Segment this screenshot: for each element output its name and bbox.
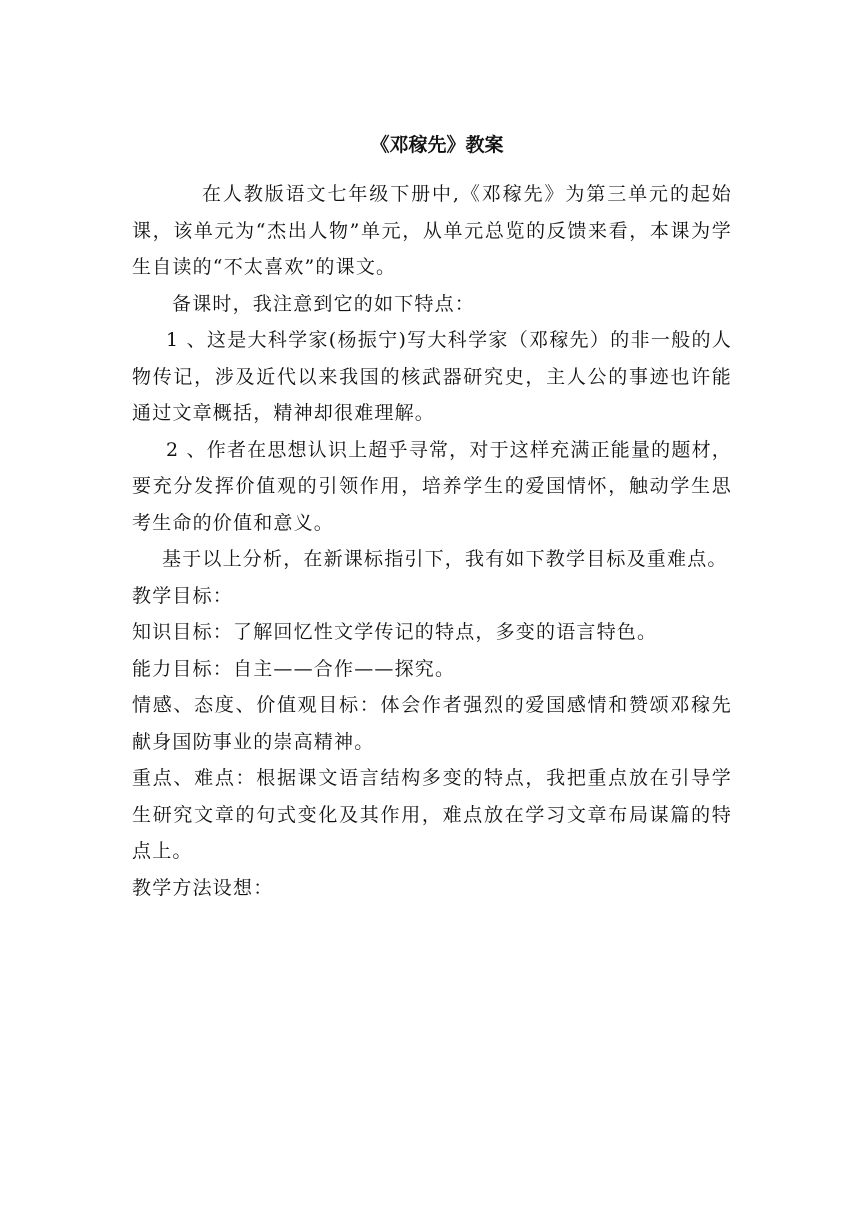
teaching-goals-heading: 教学目标： [132, 584, 234, 607]
analysis-summary-paragraph: 基于以上分析，在新课标指引下，我有如下教学目标及重难点。 [162, 548, 728, 570]
emotion-goal-paragraph: 情感、态度、价值观目标：体会作者强烈的爱国感情和赞颂邓稼先献身国防事业的崇高精神。 [132, 694, 732, 753]
intro-paragraph: 在人教版语文七年级下册中,《邓稼先》为第三单元的起始课，该单元为“杰出人物”单元，从单元总览的反馈来看，本课为学生自读的“不太喜欢”的课文。 [132, 183, 732, 278]
ability-goal-paragraph: 能力目标：自主——合作——探究。 [132, 657, 456, 680]
teaching-method-heading: 教学方法设想： [132, 876, 274, 899]
document-title: 《邓稼先》教案 [370, 134, 504, 156]
feature-two-paragraph: 2 、作者在思想认识上超乎寻常，对于这样充满正能量的题材，要充分发挥价值观的引领作用，培养学生的爱国情怀，触动学生思考生命的价值和意义。 [132, 438, 732, 534]
prep-notes-paragraph: 备课时，我注意到它的如下特点： [172, 292, 476, 315]
document-body [132, 128, 732, 906]
feature-one-paragraph: 1 、这是大科学家(杨振宁)写大科学家（邓稼先）的非一般的人物传记，涉及近代以来我国的核武器研究史，主人公的事迹也许能通过文章概括，精神却很难理解。 [132, 329, 732, 424]
key-difficulties-paragraph: 重点、难点：根据课文语言结构多变的特点，我把重点放在引导学生研究文章的句式变化及其作用，难点放在学习文章布局谋篇的特点上。 [132, 767, 732, 862]
knowledge-goal-paragraph: 知识目标：了解回忆性文学传记的特点，多变的语言特色。 [132, 621, 658, 643]
